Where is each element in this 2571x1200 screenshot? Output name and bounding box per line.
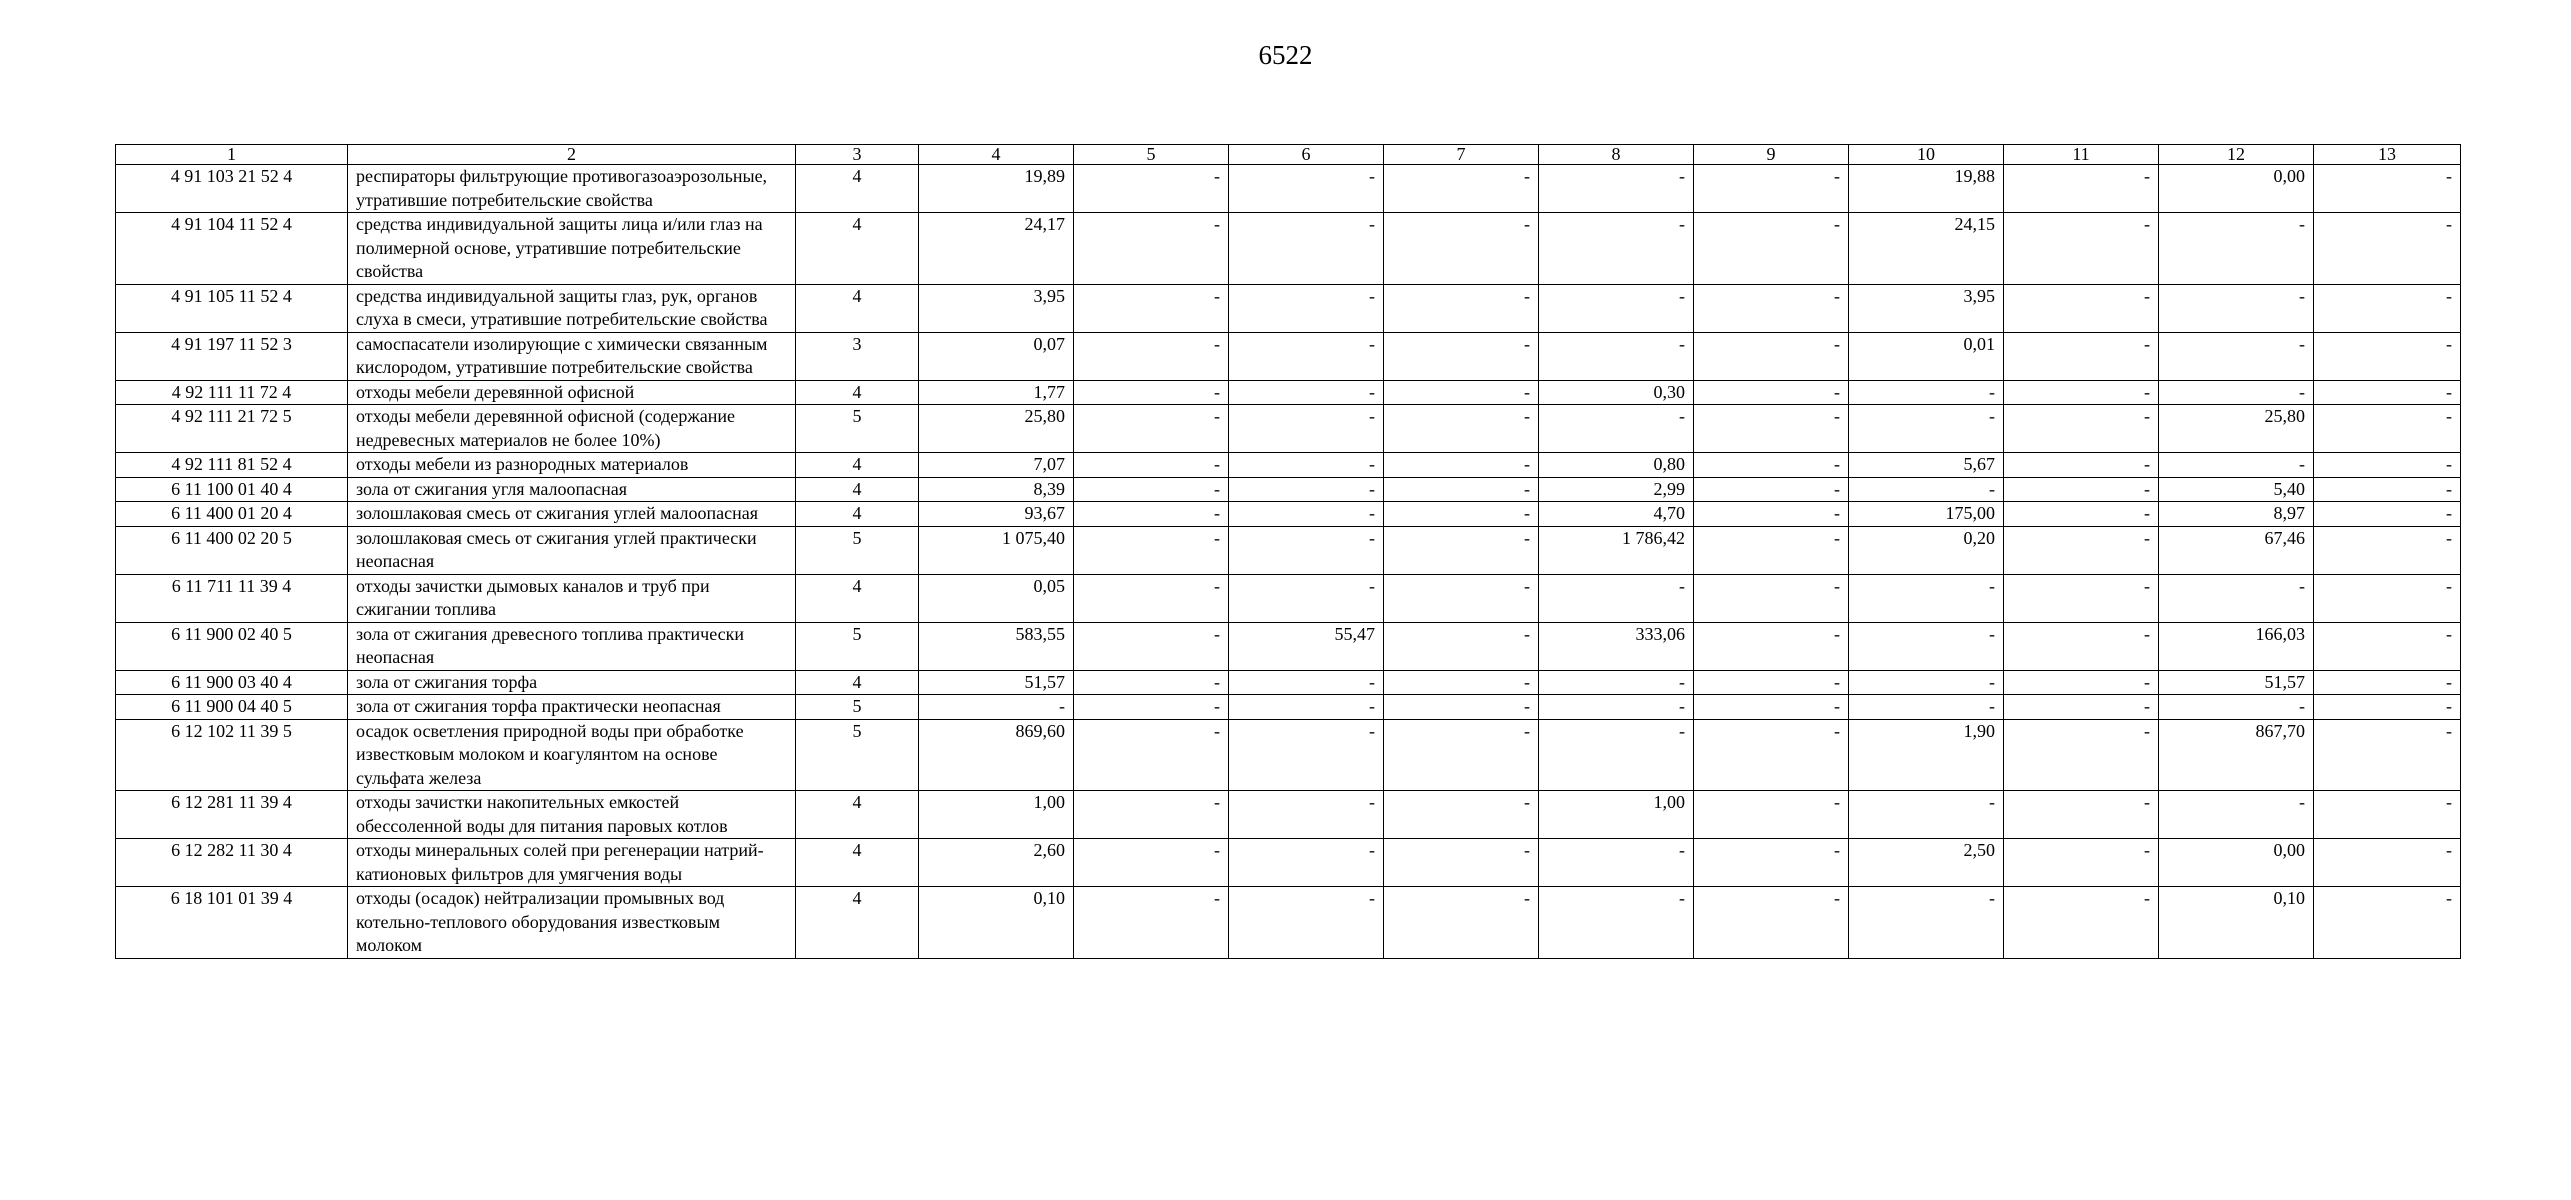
table-row bbox=[116, 695, 2461, 720]
value-cell-col-9: - bbox=[1694, 695, 1849, 720]
waste-code-cell: 6 18 101 01 39 4 bbox=[116, 887, 348, 959]
waste-table bbox=[115, 144, 2461, 959]
waste-code-cell: 6 11 711 11 39 4 bbox=[116, 574, 348, 622]
value-cell-col-8: - bbox=[1539, 332, 1694, 380]
table-row bbox=[116, 622, 2461, 670]
waste-name-cell: зола от сжигания угля малоопасная bbox=[348, 477, 796, 502]
value-cell-col-4: 0,07 bbox=[919, 332, 1074, 380]
value-cell-col-6: 55,47 bbox=[1229, 622, 1384, 670]
waste-name-cell: респираторы фильтрующие противогазоаэрозольные, утратившие потребительские свойства bbox=[348, 165, 796, 213]
value-cell-col-13: - bbox=[2314, 380, 2461, 405]
value-cell-col-12: 51,57 bbox=[2159, 670, 2314, 695]
value-cell-col-5: - bbox=[1074, 791, 1229, 839]
value-cell-col-13: - bbox=[2314, 526, 2461, 574]
value-cell-col-8: - bbox=[1539, 574, 1694, 622]
value-cell-col-5: - bbox=[1074, 477, 1229, 502]
value-cell-col-13: - bbox=[2314, 284, 2461, 332]
hazard-class-cell: 3 bbox=[796, 332, 919, 380]
value-cell-col-7: - bbox=[1384, 502, 1539, 527]
value-cell-col-13: - bbox=[2314, 839, 2461, 887]
waste-code-cell: 6 11 400 02 20 5 bbox=[116, 526, 348, 574]
value-cell-col-7: - bbox=[1384, 670, 1539, 695]
value-cell-col-8: - bbox=[1539, 839, 1694, 887]
value-cell-col-6: - bbox=[1229, 791, 1384, 839]
waste-code-cell: 4 92 111 11 72 4 bbox=[116, 380, 348, 405]
waste-code-cell: 6 12 102 11 39 5 bbox=[116, 719, 348, 791]
waste-code-cell: 6 11 900 04 40 5 bbox=[116, 695, 348, 720]
value-cell-col-5: - bbox=[1074, 695, 1229, 720]
value-cell-col-4: 1,77 bbox=[919, 380, 1074, 405]
value-cell-col-10: 1,90 bbox=[1849, 719, 2004, 791]
value-cell-col-5: - bbox=[1074, 332, 1229, 380]
value-cell-col-7: - bbox=[1384, 453, 1539, 478]
value-cell-col-4: 8,39 bbox=[919, 477, 1074, 502]
table-row bbox=[116, 526, 2461, 574]
waste-name-cell: отходы (осадок) нейтрализации промывных вод котельно-теплового оборудования известковым молоком bbox=[348, 887, 796, 959]
value-cell-col-6: - bbox=[1229, 165, 1384, 213]
value-cell-col-12: 0,00 bbox=[2159, 165, 2314, 213]
waste-name-cell: отходы мебели деревянной офисной (содержание недревесных материалов не более 10%) bbox=[348, 405, 796, 453]
value-cell-col-7: - bbox=[1384, 284, 1539, 332]
value-cell-col-12: 5,40 bbox=[2159, 477, 2314, 502]
table-row bbox=[116, 405, 2461, 453]
column-header: 6 bbox=[1229, 145, 1384, 165]
value-cell-col-8: 2,99 bbox=[1539, 477, 1694, 502]
value-cell-col-11: - bbox=[2004, 165, 2159, 213]
value-cell-col-11: - bbox=[2004, 380, 2159, 405]
waste-name-cell: зола от сжигания торфа практически неопасная bbox=[348, 695, 796, 720]
waste-name-cell: отходы мебели деревянной офисной bbox=[348, 380, 796, 405]
waste-code-cell: 4 91 105 11 52 4 bbox=[116, 284, 348, 332]
value-cell-col-9: - bbox=[1694, 477, 1849, 502]
value-cell-col-13: - bbox=[2314, 887, 2461, 959]
value-cell-col-12: 25,80 bbox=[2159, 405, 2314, 453]
waste-name-cell: средства индивидуальной защиты лица и/или глаз на полимерной основе, утратившие потребительские свойства bbox=[348, 213, 796, 285]
value-cell-col-5: - bbox=[1074, 622, 1229, 670]
table-row bbox=[116, 213, 2461, 285]
value-cell-col-6: - bbox=[1229, 887, 1384, 959]
waste-code-cell: 6 11 900 03 40 4 bbox=[116, 670, 348, 695]
value-cell-col-11: - bbox=[2004, 791, 2159, 839]
value-cell-col-9: - bbox=[1694, 502, 1849, 527]
value-cell-col-5: - bbox=[1074, 165, 1229, 213]
value-cell-col-9: - bbox=[1694, 887, 1849, 959]
value-cell-col-12: 867,70 bbox=[2159, 719, 2314, 791]
value-cell-col-9: - bbox=[1694, 380, 1849, 405]
waste-code-cell: 6 12 282 11 30 4 bbox=[116, 839, 348, 887]
value-cell-col-5: - bbox=[1074, 526, 1229, 574]
hazard-class-cell: 4 bbox=[796, 477, 919, 502]
value-cell-col-8: - bbox=[1539, 284, 1694, 332]
value-cell-col-6: - bbox=[1229, 380, 1384, 405]
waste-code-cell: 4 92 111 21 72 5 bbox=[116, 405, 348, 453]
value-cell-col-12: - bbox=[2159, 791, 2314, 839]
value-cell-col-4: 7,07 bbox=[919, 453, 1074, 478]
value-cell-col-8: 1 786,42 bbox=[1539, 526, 1694, 574]
value-cell-col-8: - bbox=[1539, 719, 1694, 791]
table-row bbox=[116, 453, 2461, 478]
column-header: 8 bbox=[1539, 145, 1694, 165]
value-cell-col-8: 1,00 bbox=[1539, 791, 1694, 839]
value-cell-col-11: - bbox=[2004, 332, 2159, 380]
value-cell-col-13: - bbox=[2314, 477, 2461, 502]
value-cell-col-10: 0,01 bbox=[1849, 332, 2004, 380]
value-cell-col-4: 93,67 bbox=[919, 502, 1074, 527]
value-cell-col-13: - bbox=[2314, 165, 2461, 213]
value-cell-col-13: - bbox=[2314, 453, 2461, 478]
hazard-class-cell: 5 bbox=[796, 695, 919, 720]
waste-name-cell: отходы зачистки накопительных емкостей обессоленной воды для питания паровых котлов bbox=[348, 791, 796, 839]
value-cell-col-9: - bbox=[1694, 791, 1849, 839]
table-row bbox=[116, 477, 2461, 502]
value-cell-col-13: - bbox=[2314, 332, 2461, 380]
value-cell-col-8: - bbox=[1539, 405, 1694, 453]
column-header: 13 bbox=[2314, 145, 2461, 165]
hazard-class-cell: 4 bbox=[796, 165, 919, 213]
value-cell-col-9: - bbox=[1694, 284, 1849, 332]
hazard-class-cell: 5 bbox=[796, 622, 919, 670]
value-cell-col-11: - bbox=[2004, 502, 2159, 527]
column-header: 11 bbox=[2004, 145, 2159, 165]
value-cell-col-8: 0,30 bbox=[1539, 380, 1694, 405]
waste-code-cell: 4 91 104 11 52 4 bbox=[116, 213, 348, 285]
column-header: 2 bbox=[348, 145, 796, 165]
value-cell-col-11: - bbox=[2004, 887, 2159, 959]
value-cell-col-7: - bbox=[1384, 380, 1539, 405]
table-row bbox=[116, 839, 2461, 887]
value-cell-col-5: - bbox=[1074, 213, 1229, 285]
value-cell-col-4: 0,10 bbox=[919, 887, 1074, 959]
value-cell-col-7: - bbox=[1384, 405, 1539, 453]
value-cell-col-12: 166,03 bbox=[2159, 622, 2314, 670]
value-cell-col-13: - bbox=[2314, 405, 2461, 453]
value-cell-col-13: - bbox=[2314, 695, 2461, 720]
value-cell-col-10: - bbox=[1849, 622, 2004, 670]
value-cell-col-5: - bbox=[1074, 574, 1229, 622]
value-cell-col-5: - bbox=[1074, 670, 1229, 695]
value-cell-col-10: - bbox=[1849, 887, 2004, 959]
value-cell-col-8: 333,06 bbox=[1539, 622, 1694, 670]
value-cell-col-6: - bbox=[1229, 839, 1384, 887]
value-cell-col-6: - bbox=[1229, 574, 1384, 622]
waste-name-cell: золошлаковая смесь от сжигания углей малоопасная bbox=[348, 502, 796, 527]
value-cell-col-6: - bbox=[1229, 526, 1384, 574]
value-cell-col-5: - bbox=[1074, 453, 1229, 478]
value-cell-col-9: - bbox=[1694, 165, 1849, 213]
table-body bbox=[116, 165, 2461, 959]
value-cell-col-11: - bbox=[2004, 719, 2159, 791]
value-cell-col-13: - bbox=[2314, 502, 2461, 527]
value-cell-col-10: - bbox=[1849, 380, 2004, 405]
value-cell-col-7: - bbox=[1384, 526, 1539, 574]
value-cell-col-11: - bbox=[2004, 839, 2159, 887]
value-cell-col-6: - bbox=[1229, 405, 1384, 453]
value-cell-col-10: 2,50 bbox=[1849, 839, 2004, 887]
value-cell-col-5: - bbox=[1074, 887, 1229, 959]
table-row bbox=[116, 332, 2461, 380]
value-cell-col-12: - bbox=[2159, 453, 2314, 478]
value-cell-col-6: - bbox=[1229, 284, 1384, 332]
waste-code-cell: 6 11 400 01 20 4 bbox=[116, 502, 348, 527]
value-cell-col-6: - bbox=[1229, 477, 1384, 502]
hazard-class-cell: 4 bbox=[796, 574, 919, 622]
value-cell-col-8: - bbox=[1539, 670, 1694, 695]
value-cell-col-6: - bbox=[1229, 695, 1384, 720]
hazard-class-cell: 4 bbox=[796, 284, 919, 332]
value-cell-col-7: - bbox=[1384, 887, 1539, 959]
value-cell-col-4: 0,05 bbox=[919, 574, 1074, 622]
waste-name-cell: осадок осветления природной воды при обработке известковым молоком и коагулянтом на основе сульфата железа bbox=[348, 719, 796, 791]
value-cell-col-4: 24,17 bbox=[919, 213, 1074, 285]
value-cell-col-11: - bbox=[2004, 477, 2159, 502]
table-row bbox=[116, 284, 2461, 332]
value-cell-col-9: - bbox=[1694, 213, 1849, 285]
table-row bbox=[116, 887, 2461, 959]
table-row bbox=[116, 165, 2461, 213]
column-header: 7 bbox=[1384, 145, 1539, 165]
value-cell-col-10: - bbox=[1849, 405, 2004, 453]
value-cell-col-4: 3,95 bbox=[919, 284, 1074, 332]
value-cell-col-9: - bbox=[1694, 453, 1849, 478]
table-header-row bbox=[116, 145, 2461, 165]
hazard-class-cell: 5 bbox=[796, 719, 919, 791]
value-cell-col-6: - bbox=[1229, 502, 1384, 527]
value-cell-col-11: - bbox=[2004, 526, 2159, 574]
table-row bbox=[116, 574, 2461, 622]
value-cell-col-10: - bbox=[1849, 695, 2004, 720]
value-cell-col-11: - bbox=[2004, 405, 2159, 453]
value-cell-col-8: - bbox=[1539, 887, 1694, 959]
value-cell-col-13: - bbox=[2314, 213, 2461, 285]
waste-code-cell: 6 12 281 11 39 4 bbox=[116, 791, 348, 839]
value-cell-col-12: - bbox=[2159, 213, 2314, 285]
waste-name-cell: отходы минеральных солей при регенерации натрий-катионовых фильтров для умягчения воды bbox=[348, 839, 796, 887]
value-cell-col-10: - bbox=[1849, 574, 2004, 622]
value-cell-col-7: - bbox=[1384, 719, 1539, 791]
value-cell-col-13: - bbox=[2314, 670, 2461, 695]
value-cell-col-10: 24,15 bbox=[1849, 213, 2004, 285]
value-cell-col-5: - bbox=[1074, 405, 1229, 453]
value-cell-col-12: 8,97 bbox=[2159, 502, 2314, 527]
value-cell-col-12: 0,10 bbox=[2159, 887, 2314, 959]
value-cell-col-11: - bbox=[2004, 622, 2159, 670]
value-cell-col-5: - bbox=[1074, 502, 1229, 527]
page-number: 6522 bbox=[1258, 40, 1313, 70]
value-cell-col-4: - bbox=[919, 695, 1074, 720]
value-cell-col-9: - bbox=[1694, 622, 1849, 670]
value-cell-col-9: - bbox=[1694, 719, 1849, 791]
waste-code-cell: 6 11 900 02 40 5 bbox=[116, 622, 348, 670]
column-header: 5 bbox=[1074, 145, 1229, 165]
value-cell-col-10: - bbox=[1849, 670, 2004, 695]
value-cell-col-12: - bbox=[2159, 380, 2314, 405]
value-cell-col-12: 67,46 bbox=[2159, 526, 2314, 574]
value-cell-col-4: 51,57 bbox=[919, 670, 1074, 695]
value-cell-col-12: - bbox=[2159, 284, 2314, 332]
hazard-class-cell: 4 bbox=[796, 839, 919, 887]
waste-code-cell: 4 92 111 81 52 4 bbox=[116, 453, 348, 478]
waste-code-cell: 6 11 100 01 40 4 bbox=[116, 477, 348, 502]
value-cell-col-6: - bbox=[1229, 453, 1384, 478]
value-cell-col-9: - bbox=[1694, 405, 1849, 453]
value-cell-col-5: - bbox=[1074, 284, 1229, 332]
column-header: 1 bbox=[116, 145, 348, 165]
value-cell-col-9: - bbox=[1694, 574, 1849, 622]
value-cell-col-8: - bbox=[1539, 213, 1694, 285]
value-cell-col-8: 4,70 bbox=[1539, 502, 1694, 527]
waste-name-cell: отходы мебели из разнородных материалов bbox=[348, 453, 796, 478]
value-cell-col-4: 2,60 bbox=[919, 839, 1074, 887]
value-cell-col-9: - bbox=[1694, 670, 1849, 695]
hazard-class-cell: 4 bbox=[796, 453, 919, 478]
value-cell-col-4: 1 075,40 bbox=[919, 526, 1074, 574]
value-cell-col-10: - bbox=[1849, 791, 2004, 839]
value-cell-col-7: - bbox=[1384, 791, 1539, 839]
table-row bbox=[116, 670, 2461, 695]
value-cell-col-12: 0,00 bbox=[2159, 839, 2314, 887]
value-cell-col-5: - bbox=[1074, 839, 1229, 887]
value-cell-col-7: - bbox=[1384, 477, 1539, 502]
value-cell-col-12: - bbox=[2159, 574, 2314, 622]
value-cell-col-13: - bbox=[2314, 719, 2461, 791]
value-cell-col-7: - bbox=[1384, 332, 1539, 380]
table-row bbox=[116, 719, 2461, 791]
value-cell-col-7: - bbox=[1384, 165, 1539, 213]
value-cell-col-6: - bbox=[1229, 213, 1384, 285]
value-cell-col-13: - bbox=[2314, 791, 2461, 839]
waste-name-cell: зола от сжигания торфа bbox=[348, 670, 796, 695]
table-row bbox=[116, 502, 2461, 527]
value-cell-col-11: - bbox=[2004, 284, 2159, 332]
value-cell-col-4: 1,00 bbox=[919, 791, 1074, 839]
value-cell-col-5: - bbox=[1074, 380, 1229, 405]
value-cell-col-12: - bbox=[2159, 332, 2314, 380]
value-cell-col-10: - bbox=[1849, 477, 2004, 502]
column-header: 4 bbox=[919, 145, 1074, 165]
waste-name-cell: золошлаковая смесь от сжигания углей практически неопасная bbox=[348, 526, 796, 574]
value-cell-col-9: - bbox=[1694, 332, 1849, 380]
value-cell-col-10: 3,95 bbox=[1849, 284, 2004, 332]
value-cell-col-4: 869,60 bbox=[919, 719, 1074, 791]
value-cell-col-11: - bbox=[2004, 695, 2159, 720]
value-cell-col-4: 19,89 bbox=[919, 165, 1074, 213]
value-cell-col-6: - bbox=[1229, 332, 1384, 380]
hazard-class-cell: 4 bbox=[796, 791, 919, 839]
value-cell-col-13: - bbox=[2314, 574, 2461, 622]
value-cell-col-8: - bbox=[1539, 695, 1694, 720]
value-cell-col-11: - bbox=[2004, 453, 2159, 478]
hazard-class-cell: 4 bbox=[796, 502, 919, 527]
hazard-class-cell: 5 bbox=[796, 405, 919, 453]
hazard-class-cell: 4 bbox=[796, 213, 919, 285]
waste-name-cell: самоспасатели изолирующие с химически связанным кислородом, утратившие потребительские свойства bbox=[348, 332, 796, 380]
value-cell-col-7: - bbox=[1384, 213, 1539, 285]
table-row bbox=[116, 380, 2461, 405]
value-cell-col-8: 0,80 bbox=[1539, 453, 1694, 478]
column-header: 9 bbox=[1694, 145, 1849, 165]
waste-name-cell: средства индивидуальной защиты глаз, рук, органов слуха в смеси, утратившие потребительские свойства bbox=[348, 284, 796, 332]
hazard-class-cell: 4 bbox=[796, 380, 919, 405]
value-cell-col-10: 19,88 bbox=[1849, 165, 2004, 213]
value-cell-col-11: - bbox=[2004, 574, 2159, 622]
waste-name-cell: отходы зачистки дымовых каналов и труб при сжигании топлива bbox=[348, 574, 796, 622]
value-cell-col-7: - bbox=[1384, 839, 1539, 887]
value-cell-col-7: - bbox=[1384, 622, 1539, 670]
value-cell-col-10: 0,20 bbox=[1849, 526, 2004, 574]
hazard-class-cell: 5 bbox=[796, 526, 919, 574]
value-cell-col-4: 25,80 bbox=[919, 405, 1074, 453]
value-cell-col-9: - bbox=[1694, 526, 1849, 574]
value-cell-col-6: - bbox=[1229, 670, 1384, 695]
value-cell-col-11: - bbox=[2004, 213, 2159, 285]
waste-code-cell: 4 91 103 21 52 4 bbox=[116, 165, 348, 213]
value-cell-col-4: 583,55 bbox=[919, 622, 1074, 670]
value-cell-col-11: - bbox=[2004, 670, 2159, 695]
column-header: 12 bbox=[2159, 145, 2314, 165]
hazard-class-cell: 4 bbox=[796, 670, 919, 695]
value-cell-col-6: - bbox=[1229, 719, 1384, 791]
value-cell-col-5: - bbox=[1074, 719, 1229, 791]
column-header: 10 bbox=[1849, 145, 2004, 165]
value-cell-col-9: - bbox=[1694, 839, 1849, 887]
value-cell-col-7: - bbox=[1384, 695, 1539, 720]
value-cell-col-10: 175,00 bbox=[1849, 502, 2004, 527]
value-cell-col-13: - bbox=[2314, 622, 2461, 670]
hazard-class-cell: 4 bbox=[796, 887, 919, 959]
value-cell-col-12: - bbox=[2159, 695, 2314, 720]
column-header: 3 bbox=[796, 145, 919, 165]
waste-name-cell: зола от сжигания древесного топлива практически неопасная bbox=[348, 622, 796, 670]
table-row bbox=[116, 791, 2461, 839]
value-cell-col-10: 5,67 bbox=[1849, 453, 2004, 478]
waste-code-cell: 4 91 197 11 52 3 bbox=[116, 332, 348, 380]
value-cell-col-8: - bbox=[1539, 165, 1694, 213]
value-cell-col-7: - bbox=[1384, 574, 1539, 622]
